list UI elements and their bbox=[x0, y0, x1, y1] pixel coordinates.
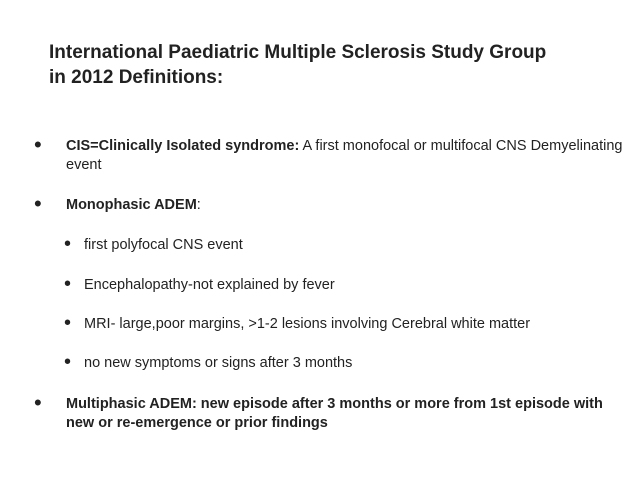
bullet-dot: • bbox=[34, 132, 42, 157]
bullet-dot: • bbox=[34, 191, 42, 216]
sub-bullet-dot: • bbox=[64, 233, 72, 255]
monophasic-term: Monophasic ADEM bbox=[66, 197, 197, 213]
bullet-monophasic-adem bbox=[34, 191, 624, 216]
bullet-multiphasic-adem bbox=[34, 390, 624, 433]
sub-bullet-dot: • bbox=[64, 312, 72, 334]
cis-term: CIS=Clinically Isolated syndrome: bbox=[66, 138, 300, 154]
bullet-multiphasic-text: Multiphasic ADEM: new episode after 3 months or more from 1st episode with new or re-emergence or prior findings bbox=[66, 396, 603, 431]
sub-bullet-3 bbox=[64, 312, 638, 334]
sub-bullet-dot: • bbox=[64, 273, 72, 295]
bullet-cis-text bbox=[66, 137, 624, 175]
bullet-cis bbox=[34, 132, 624, 175]
cis-definition: A first monofocal or multifocal CNS Demyelinating event bbox=[66, 138, 623, 173]
sub-bullet-2-text: Encephalopathy-not explained by fever bbox=[84, 277, 335, 293]
sub-bullet-3-text: MRI- large,poor margins, >1-2 lesions involving Cerebral white matter bbox=[84, 316, 531, 332]
sub-bullet-1-text: first polyfocal CNS event bbox=[84, 237, 243, 253]
title-line-2: in 2012 Definitions: bbox=[49, 67, 224, 88]
sub-bullet-4-text: no new symptoms or signs after 3 months bbox=[84, 355, 353, 371]
title-line-1: International Paediatric Multiple Sclerosis Study Group bbox=[49, 42, 547, 63]
sub-bullet-dot: • bbox=[64, 351, 72, 373]
sub-bullet-1 bbox=[64, 233, 638, 255]
sub-bullet-4 bbox=[64, 351, 638, 373]
sub-bullet-2 bbox=[64, 273, 638, 295]
bullet-monophasic-text bbox=[66, 196, 624, 215]
slide-title bbox=[49, 40, 609, 90]
bullet-dot: • bbox=[34, 390, 42, 415]
monophasic-colon: : bbox=[196, 197, 201, 213]
